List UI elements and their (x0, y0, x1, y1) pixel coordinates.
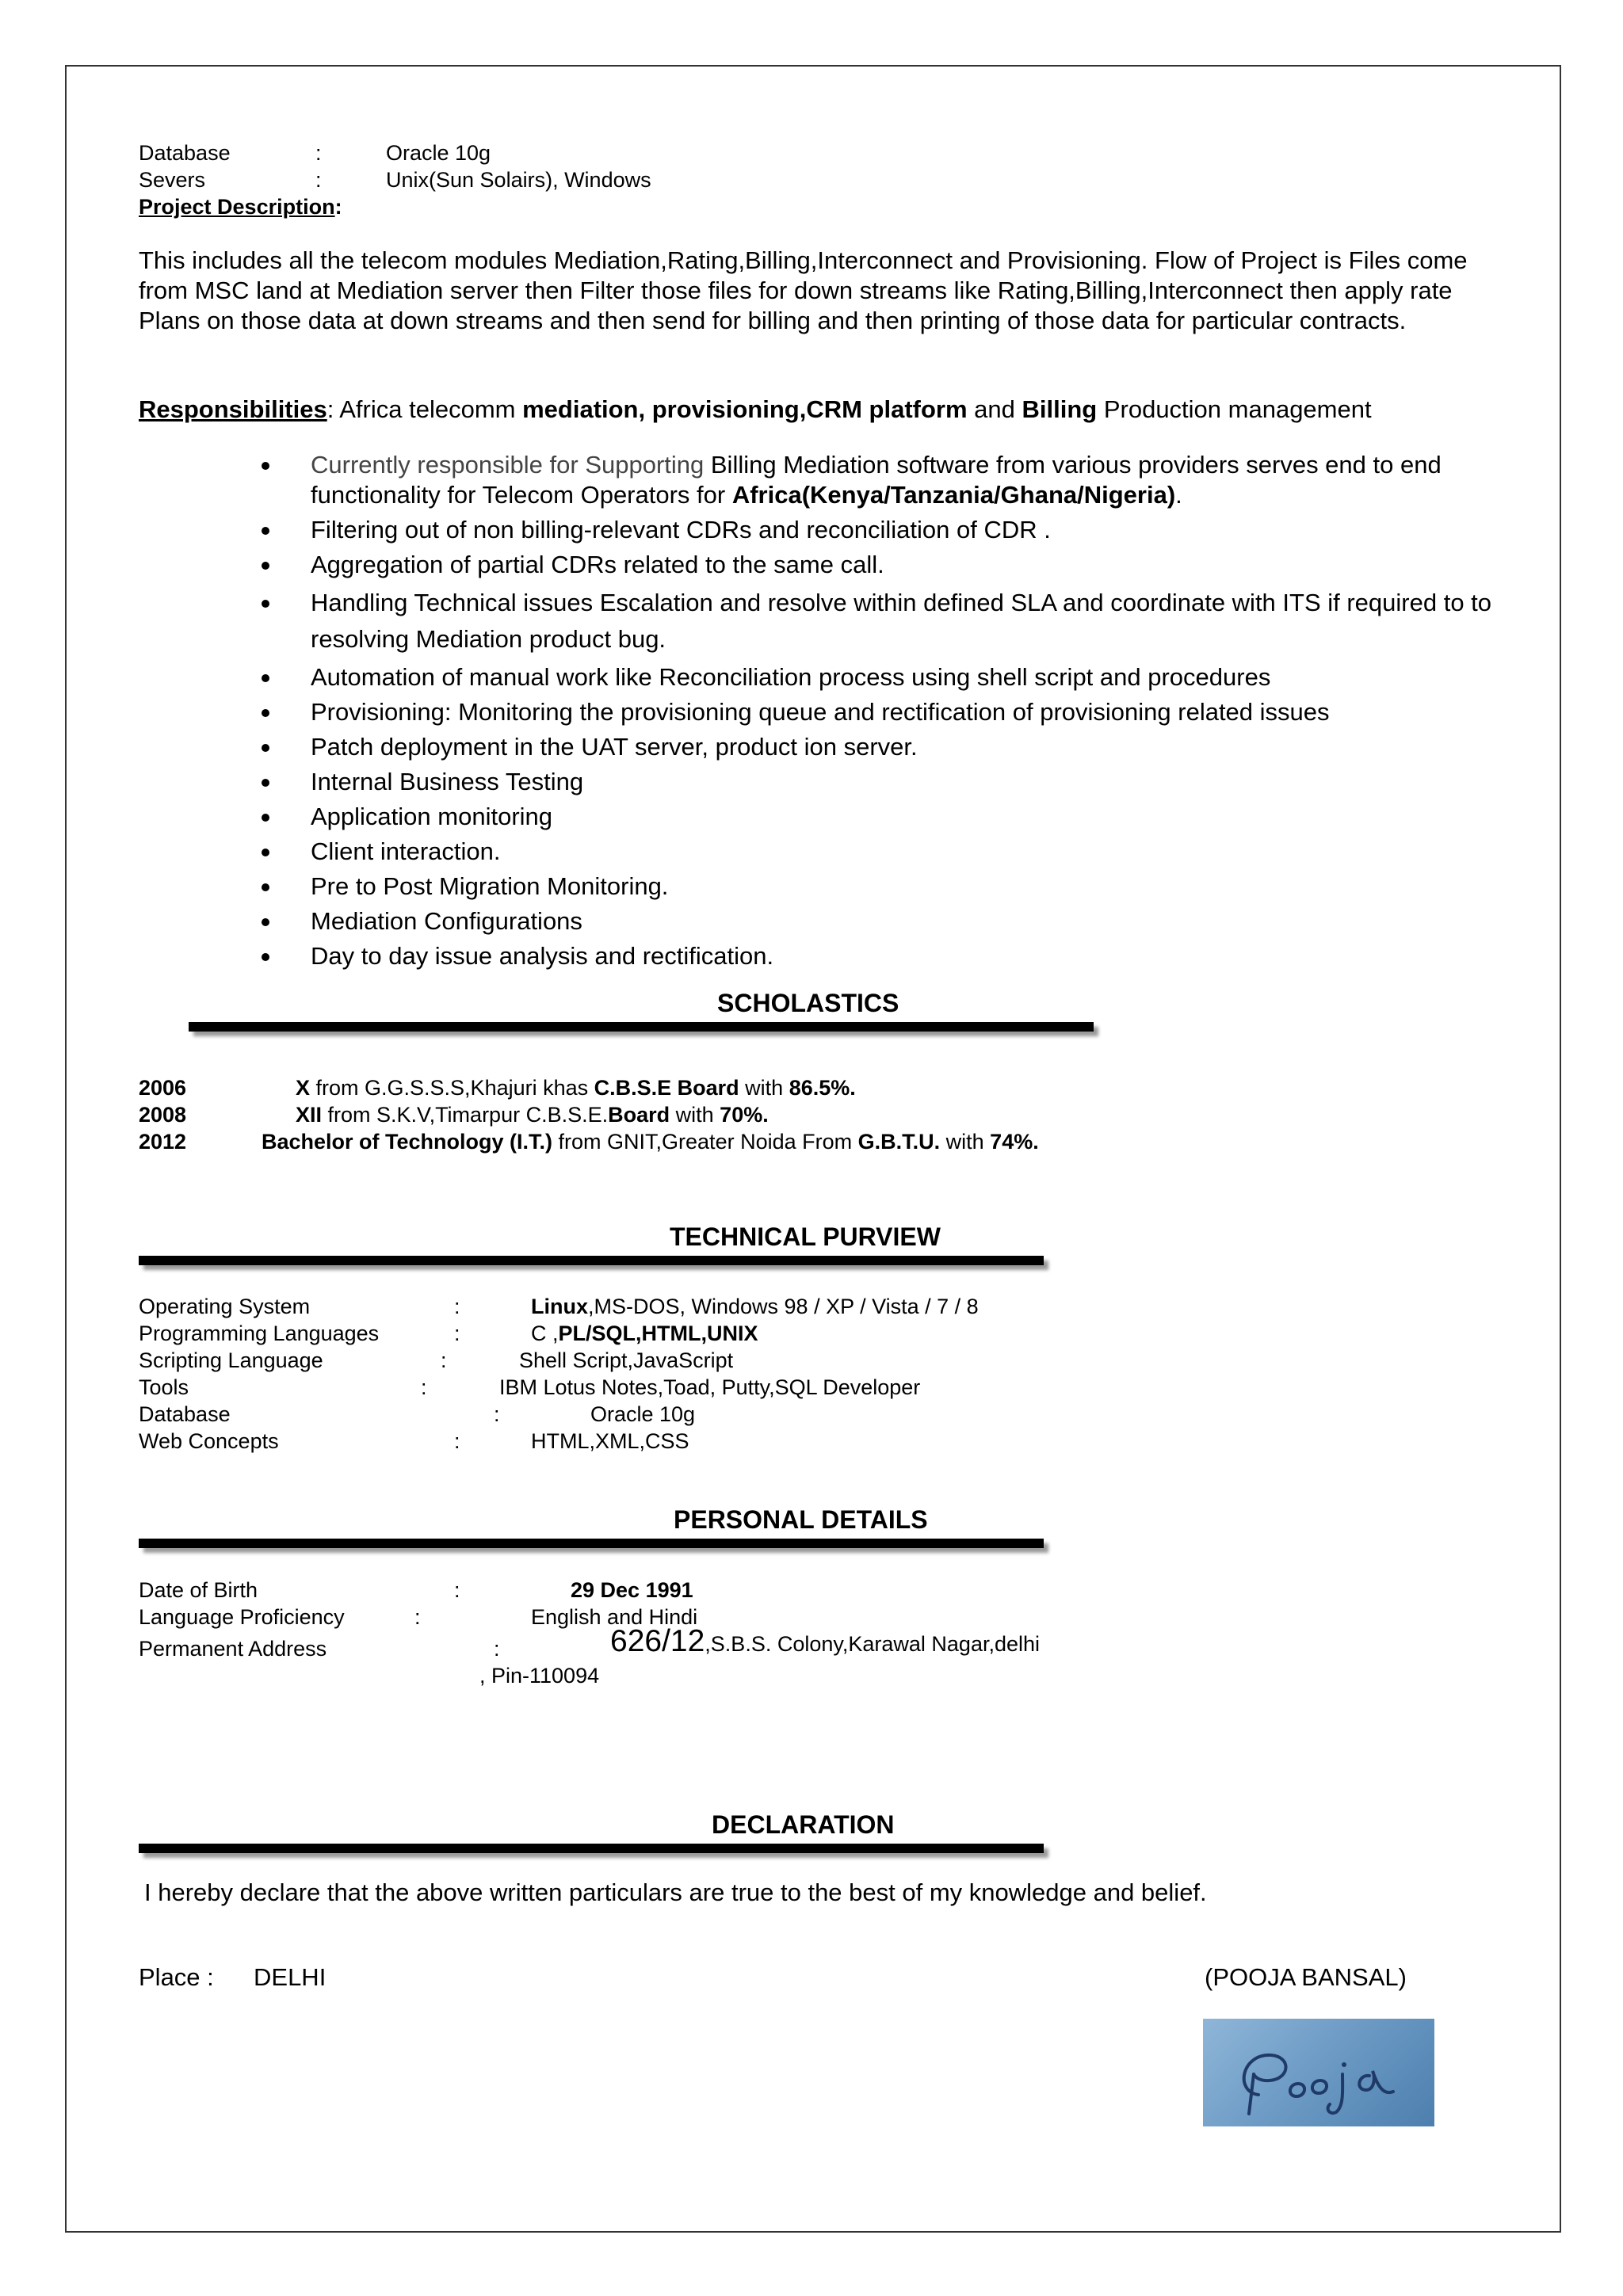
project-description-label: Project Description (139, 195, 335, 219)
tech-value-bold: Linux (531, 1295, 588, 1318)
bullet-icon (262, 562, 269, 570)
responsibilities-intro-b: mediation, provisioning,CRM platform (522, 395, 968, 423)
list-item (262, 515, 1498, 545)
bullet-icon (262, 674, 269, 682)
declaration-text: I hereby declare that the above written particulars are true to the best of my knowledge and belief. (144, 1878, 1207, 1906)
signature-image (1203, 2019, 1434, 2126)
list-item-text-a: Currently responsible for Supporting (311, 451, 705, 479)
list-item-text-d: . (1175, 481, 1182, 509)
info-sep: : (315, 141, 322, 165)
tech-value-text: C , (531, 1322, 559, 1345)
tech-label: Database (139, 1402, 231, 1426)
scholastics-row (262, 1128, 1039, 1155)
list-item (262, 732, 1498, 762)
list-item-text: Day to day issue analysis and rectification. (311, 942, 774, 970)
scholastics-year: 2008 (139, 1103, 187, 1127)
language-value: English and Hindi (531, 1605, 698, 1629)
scholastics-row (296, 1074, 856, 1101)
bullet-icon (262, 918, 269, 926)
scholastics-institute: from G.G.S.S.S,Khajuri khas (310, 1076, 594, 1100)
scholastics-board: Board (608, 1103, 670, 1127)
tech-value: Oracle 10g (590, 1402, 696, 1426)
tech-sep: : (421, 1375, 427, 1399)
tech-value: IBM Lotus Notes,Toad, Putty,SQL Developer (499, 1375, 921, 1399)
bullet-icon (262, 883, 269, 891)
tech-label: Programming Languages (139, 1322, 380, 1345)
section-divider (139, 1844, 1044, 1853)
dob-label: Date of Birth (139, 1578, 258, 1602)
list-item (262, 767, 1498, 797)
scholastics-institute: from S.K.V,Timarpur C.B.S.E. (322, 1103, 609, 1127)
scholastics-with: with (739, 1076, 789, 1100)
scholastics-board: C.B.S.E Board (594, 1076, 739, 1100)
address-value (610, 1623, 1040, 1663)
bullet-icon (262, 779, 269, 787)
list-item (262, 871, 1498, 902)
dob-value: 29 Dec 1991 (571, 1578, 693, 1602)
list-item (262, 697, 1498, 727)
tech-label: Scripting Language (139, 1348, 323, 1372)
scholastics-row (296, 1101, 769, 1128)
scholastics-score: 86.5%. (789, 1076, 856, 1100)
personal-details-title: PERSONAL DETAILS (674, 1505, 928, 1534)
list-item-text: Patch deployment in the UAT server, product ion server. (311, 733, 918, 761)
list-item (262, 585, 1498, 658)
scholastics-year: 2006 (139, 1076, 187, 1100)
address-rest: ,S.B.S. Colony,Karawal Nagar,delhi (705, 1632, 1041, 1656)
tech-value: Shell Script,JavaScript (519, 1348, 734, 1372)
list-item-text: Filtering out of non billing-relevant CDRs and reconciliation of CDR . (311, 516, 1051, 543)
scholastics-with: with (940, 1130, 991, 1154)
signatory-name: (POOJA BANSAL) (1205, 1963, 1407, 1991)
address-label: Permanent Address (139, 1637, 327, 1661)
place-label: Place : (139, 1963, 214, 1991)
list-item (262, 837, 1498, 867)
list-item (262, 450, 1498, 510)
bullet-icon (262, 953, 269, 961)
project-description-text: This includes all the telecom modules Mediation,Rating,Billing,Interconnect and Provisioning. Flow of Project is Files come from MSC land at Mediation server then Filter those files for down streams like Rating,Billing,Interconnect then apply rate Plans on those data at down streams and then send for billing and then printing of those data for particular contracts. (139, 246, 1468, 334)
project-description-heading (139, 193, 342, 220)
scholastics-score: 74%. (990, 1130, 1039, 1154)
bullet-icon (262, 462, 269, 470)
bullet-icon (262, 849, 269, 856)
address-line2: , Pin-110094 (479, 1664, 600, 1688)
section-divider (189, 1022, 1094, 1032)
project-description-colon: : (334, 195, 342, 219)
list-item-text: Application monitoring (311, 803, 553, 830)
tech-sep: : (454, 1295, 460, 1318)
signature-icon (1203, 2019, 1434, 2126)
list-item-text: Handling Technical issues Escalation and resolve within defined SLA and coordinate with ITS if required to to resolving Mediation product bug. (311, 589, 1492, 653)
dob-sep: : (454, 1578, 460, 1602)
responsibilities-intro-e: Production management (1097, 395, 1372, 423)
scholastics-qualification: X (296, 1076, 311, 1100)
bullet-icon (262, 527, 269, 535)
scholastics-qualification: Bachelor of Technology (I.T.) (262, 1130, 553, 1154)
list-item-text-c: Africa(Kenya/Tanzania/Ghana/Nigeria) (731, 481, 1176, 509)
declaration-title: DECLARATION (712, 1810, 895, 1839)
tech-sep: : (454, 1429, 460, 1453)
scholastics-qualification: XII (296, 1103, 323, 1127)
info-value-servers: Unix(Sun Solairs), Windows (386, 168, 651, 192)
list-item-text: Client interaction. (311, 837, 501, 865)
scholastics-board: G.B.T.U. (857, 1130, 941, 1154)
tech-sep: : (441, 1348, 447, 1372)
info-sep: : (315, 168, 322, 192)
tech-value (531, 1293, 979, 1320)
list-item (262, 941, 1498, 971)
tech-value-text: ,MS-DOS, Windows 98 / XP / Vista / 7 / 8 (588, 1295, 979, 1318)
list-item-text: Aggregation of partial CDRs related to the same call. (311, 551, 884, 578)
bullet-icon (262, 709, 269, 717)
scholastics-title: SCHOLASTICS (717, 989, 899, 1017)
scholastics-institute: from GNIT,Greater Noida From (552, 1130, 858, 1154)
tech-value: HTML,XML,CSS (531, 1429, 689, 1453)
tech-label: Operating System (139, 1295, 311, 1318)
list-item-text: Mediation Configurations (311, 907, 582, 935)
responsibilities-list (262, 450, 1498, 976)
list-item-text: Internal Business Testing (311, 768, 584, 795)
info-label-database: Database (139, 141, 231, 165)
address-number: 626/12 (610, 1624, 705, 1658)
list-item (262, 906, 1498, 936)
responsibilities-heading: Responsibilities (139, 395, 327, 423)
list-item (262, 802, 1498, 832)
language-sep: : (414, 1605, 421, 1629)
list-item (262, 662, 1498, 692)
tech-value-bold: PL/SQL,HTML,UNIX (558, 1322, 758, 1345)
tech-label: Tools (139, 1375, 189, 1399)
tech-sep: : (454, 1322, 460, 1345)
section-divider (139, 1539, 1044, 1548)
responsibilities-intro (139, 395, 1372, 425)
list-item (262, 550, 1498, 580)
bullet-icon (262, 600, 269, 608)
scholastics-year: 2012 (139, 1130, 187, 1154)
bullet-icon (262, 814, 269, 822)
tech-label: Web Concepts (139, 1429, 279, 1453)
technical-purview-title: TECHNICAL PURVIEW (670, 1222, 941, 1251)
place-value: DELHI (254, 1963, 327, 1991)
list-item-text: Provisioning: Monitoring the provisioning queue and rectification of provisioning related issues (311, 698, 1330, 726)
language-label: Language Proficiency (139, 1605, 345, 1629)
section-divider (139, 1256, 1044, 1265)
bullet-icon (262, 744, 269, 752)
tech-value (531, 1320, 758, 1347)
info-value-database: Oracle 10g (386, 141, 491, 165)
scholastics-score: 70%. (720, 1103, 769, 1127)
info-label-servers: Severs (139, 168, 206, 192)
list-item-text-b: Billing Mediation software from various providers serves end to end functionality for Telecom Operators for (311, 451, 1442, 509)
address-sep: : (494, 1637, 500, 1661)
responsibilities-intro-d: Billing (1022, 395, 1098, 423)
scholastics-with: with (670, 1103, 720, 1127)
list-item-text: Automation of manual work like Reconciliation process using shell script and procedures (311, 663, 1271, 691)
responsibilities-intro-c: and (967, 395, 1022, 423)
list-item-text: Pre to Post Migration Monitoring. (311, 872, 669, 900)
tech-sep: : (494, 1402, 500, 1426)
responsibilities-intro-a: : Africa telecomm (327, 395, 523, 423)
